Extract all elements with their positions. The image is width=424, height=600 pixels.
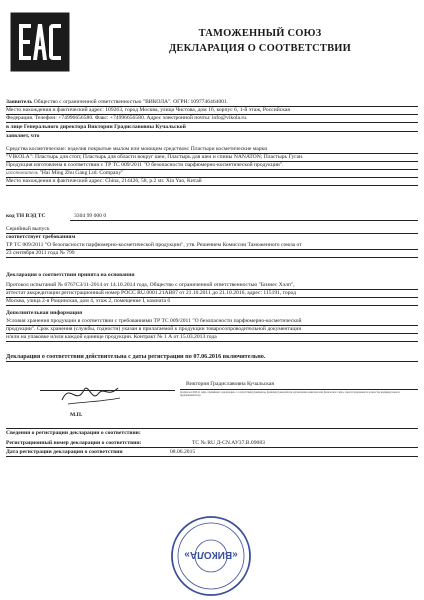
stamp-place-label: М.П. <box>70 412 83 418</box>
reg-date-value: 08.06.2015 <box>170 449 196 455</box>
reg-number-value: ТС № RU Д-CN.АУ37.В.09083 <box>192 440 265 446</box>
applicant-address-1: Место нахождения и фактический адрес: 109263, город Москва, улица Чистова, дом 16, корпус 6, 1-й этаж, Российская <box>6 107 290 113</box>
applicant-director: в лице Генерального директора Виктории Градиславовны Кучальской <box>6 124 186 130</box>
extra-label: Дополнительная информация <box>6 310 83 316</box>
applicant-address-2: Федерация. Телефон: +74996656580. Факс: +74996656580. Адрес электронной почты: info@vikola.ru. <box>6 115 248 121</box>
basis-line-1: Протокол испытаний № 6767СЗ/11-2014 от 14.10.2014 года, Общество с ограниченной ответственностью "Бизнес Хэлп", <box>6 282 295 288</box>
basis-line-2: аттестат аккредитации регистрационный номер РОСС RU.0001.21АВ87 от 21.10.2011 до 21.10.2016, адрес: 115191, город <box>6 290 297 296</box>
reg-number-label: Регистрационный номер декларации о соответствии: <box>6 440 142 446</box>
extra-line-1: Условия хранения продукции в соответствии с требованиями ТР ТС 009/2011 "О безопасности парфюмерно-косметической <box>6 318 302 324</box>
extra-line-2: продукции". Срок хранения (службы, годности) указан в прилагаемой к продукции товаросопроводительной документации <box>6 326 302 332</box>
basis-label: Декларация о соответствии принята на основании <box>6 272 135 278</box>
product-line-3: Продукция изготовлена в соответствии с ТР ТС 009/2011 "О безопасности парфюмерно-косметической продукции". <box>6 162 284 168</box>
declares-label: заявляет, что <box>6 133 40 139</box>
manufacturer-address: Место нахождения и фактический адрес: China, 214426, 58, р.2 str. Xin Yao, Китай <box>6 178 202 184</box>
tnved-value: 3304 99 000 0 <box>74 213 107 219</box>
product-line-1: Средства косметические: изделия покрытые мылом или моющим средством: Пластыри косметические марки <box>6 146 268 152</box>
requirements-line-1: ТР ТС 009/2011 "О безопасности парфюмерно-косметической продукции", утв. Решением Комиссии Таможенного союза от <box>6 242 302 248</box>
applicant-label: Заявитель <box>6 99 33 105</box>
manufacturer-label: изготовитель <box>6 170 39 176</box>
manufacturer-row <box>6 170 123 177</box>
signer-name: Виктория Градиславовна Кучальская <box>186 381 274 387</box>
manufacturer-value: "Hai Ming Zhu Gang Ltd. Company" <box>39 170 124 176</box>
requirements-label: соответствует требованиям <box>6 234 76 240</box>
product-line-2: "VIKOLA": Пластырь для стоп; Пластырь для области вокруг шеи, Пластырь для шеи и спины NANATON; Пластырь Гуган. <box>6 154 304 160</box>
signature-caption: (подпись и Ф.И.О. лица, принявшего декларацию о соответствии) (инициалы, фамилия руководителя организации-заявителя или физического лица, зарегистрированного в качестве индивидуального предпринимателя) <box>180 391 401 398</box>
applicant-value: Общество с ограниченной ответственностью "ВИКОЛА". ОГРН: 1097746464001. <box>33 99 229 105</box>
document-title: ДЕКЛАРАЦИЯ О СООТВЕТСТВИИ <box>168 43 352 54</box>
eac-logo <box>10 12 70 72</box>
reg-date-label: Дата регистрации декларации о соответствии <box>6 449 123 455</box>
extra-line-3: и/или на упаковке и/или каждой единице продукции. Контракт № 1 А от 15.03.2013 года <box>6 334 217 340</box>
serial-release: Серийный выпуск <box>6 226 50 232</box>
seal-text: «ВИКОЛА» <box>184 549 238 560</box>
union-heading: ТАМОЖЕННЫЙ СОЮЗ <box>198 28 322 39</box>
signature-mark <box>58 372 126 412</box>
basis-line-3: Москва, улица 2-я Рощинская, дом 4, этаж 2, помещение I, комната 6 <box>6 298 171 304</box>
company-seal <box>170 515 252 597</box>
applicant-row <box>6 99 228 106</box>
validity-text: Декларация о соответствии действительна с даты регистрации по 07.06.2016 включительно. <box>6 353 266 360</box>
registration-label: Сведения о регистрации декларации о соответствии: <box>6 430 141 436</box>
requirements-line-2: 23 сентября 2011 года № 799 <box>6 250 75 256</box>
tnved-label: код ТН ВЭД ТС <box>6 213 46 219</box>
